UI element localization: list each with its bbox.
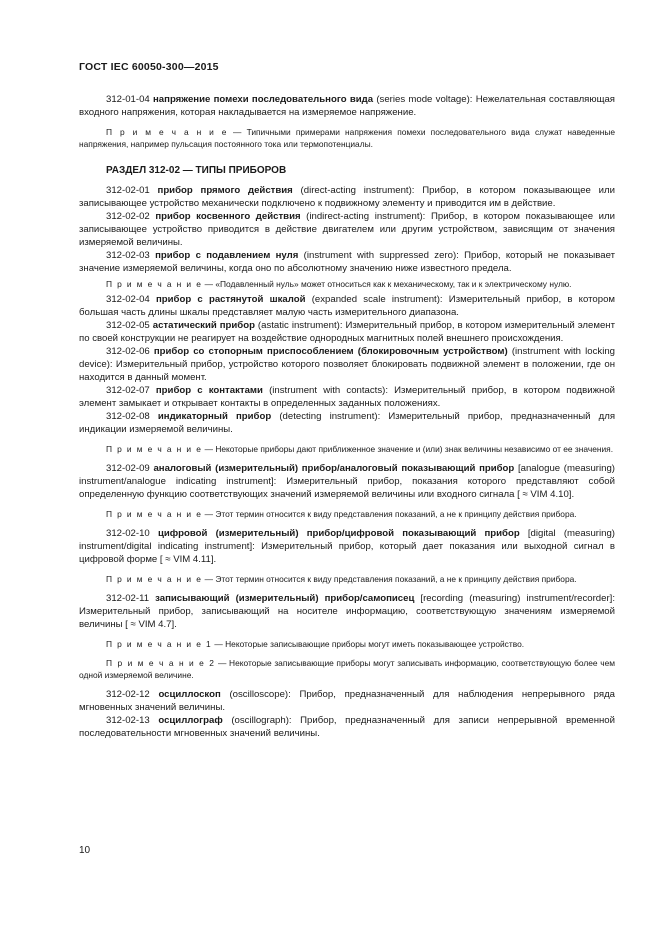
term-definition: (indirect-acting instrument): Прибор, в котором показывающее или записывающее устройство приводится в действие двигателем или другим устройством, зависящим от значения измеряемой величины. bbox=[79, 211, 615, 248]
term-entry-312-02-04 bbox=[79, 293, 615, 319]
term-entry-312-02-01 bbox=[79, 184, 615, 210]
term-name: прибор со стопорным приспособлением (блокировочным устройством) bbox=[153, 346, 508, 357]
term-entry-312-02-10 bbox=[79, 527, 615, 566]
term-definition: (series mode voltage): Нежелательная составляющая входного напряжения, которая накладывается на измеряемое напряжение. bbox=[79, 94, 615, 118]
term-name: прибор с подавлением нуля bbox=[155, 250, 299, 261]
note-text: — Некоторые приборы дают приближенное значение и (или) знак величины независимо от ее значения. bbox=[202, 444, 614, 454]
term-name: прибор косвенного действия bbox=[155, 211, 301, 222]
term-name: осциллоскоп bbox=[158, 689, 221, 700]
note-label: П р и м е ч а н и е 1 bbox=[106, 639, 213, 649]
term-entry-312-02-09 bbox=[79, 462, 615, 501]
note-text: — Типичными примерами напряжения помехи последовательного вида служат наведенные напряжения, например пульсация постоянного тока или термопотенциалы. bbox=[79, 127, 616, 149]
term-name: прибор с контактами bbox=[155, 385, 263, 396]
note-label: П р и м е ч а н и е bbox=[106, 279, 203, 289]
term-entry-312-02-05 bbox=[79, 319, 615, 345]
term-entry-312-02-06 bbox=[79, 345, 615, 384]
term-name: записывающий (измерительный) прибор/самописец bbox=[155, 593, 415, 604]
term-number: 312-02-13 bbox=[106, 715, 159, 726]
note-text: — Некоторые записывающие приборы могут иметь показывающее устройство. bbox=[212, 639, 525, 649]
term-number: 312-02-01 bbox=[106, 185, 158, 196]
note-312-01-04 bbox=[79, 126, 615, 150]
term-entry-312-02-13 bbox=[79, 714, 615, 740]
term-entry-312-01-04 bbox=[79, 93, 615, 119]
term-definition: (astatic instrument): Измерительный прибор, в котором измерительный элемент по своей конструкции не реагирует на воздействие однородных магнитных полей внешнего происхождения. bbox=[79, 320, 615, 344]
note-label: П р и м е ч а н и е bbox=[106, 509, 203, 519]
term-entry-312-02-12 bbox=[79, 688, 615, 714]
term-definition: [recording (measuring) instrument/recorder]: Измерительный прибор, записывающий на носителе информацию, соответствующую значениям измеряемой величины [ ≈ VIM 4.7]. bbox=[79, 593, 615, 630]
note-2-312-02-11 bbox=[79, 657, 615, 681]
term-number: 312-02-06 bbox=[106, 346, 154, 357]
term-name: прибор с растянутой шкалой bbox=[155, 294, 306, 305]
term-number: 312-02-11 bbox=[106, 593, 156, 604]
term-number: 312-02-05 bbox=[106, 320, 153, 331]
term-number: 312-02-08 bbox=[106, 411, 158, 422]
term-number: 312-02-09 bbox=[106, 463, 154, 474]
note-label: П р и м е ч а н и е bbox=[106, 127, 228, 137]
term-definition: (expanded scale instrument): Измерительный прибор, в котором большая часть длины шкалы представляет малую часть измерительного диапазона. bbox=[79, 294, 616, 318]
term-number: 312-01-04 bbox=[106, 94, 154, 105]
term-name: астатический прибор bbox=[152, 320, 255, 331]
note-label: П р и м е ч а н и е bbox=[106, 574, 203, 584]
note-text: — Некоторые записывающие приборы могут записывать информацию, соответствующую более чем одной измеряемой величине. bbox=[79, 658, 615, 680]
note-label: П р и м е ч а н и е 2 bbox=[106, 658, 216, 668]
note-text: — Этот термин относится к виду представления показаний, а не к принципу действия прибора. bbox=[202, 509, 577, 519]
term-name: напряжение помехи последовательного вида bbox=[153, 94, 374, 105]
term-number: 312-02-10 bbox=[106, 528, 158, 539]
section-heading: РАЗДЕЛ 312-02 — ТИПЫ ПРИБОРОВ bbox=[106, 165, 287, 176]
note-312-02-03 bbox=[79, 278, 615, 290]
term-definition: (oscilloscope): Прибор, предназначенный для наблюдения непрерывного ряда мгновенных значений величины. bbox=[79, 689, 616, 713]
document-header: ГОСТ IEC 60050-300—2015 bbox=[79, 61, 219, 73]
term-definition: (instrument with suppressed zero): Прибор, который не показывает значение измеряемой величины, когда оно по абсолютному значению ниже известного предела. bbox=[79, 250, 616, 274]
term-entry-312-02-02 bbox=[79, 210, 615, 249]
term-number: 312-02-03 bbox=[106, 250, 156, 261]
term-definition: [digital (measuring) instrument/digital indicating instrument]: Измерительный прибор, который дает показания или выходной сигнал в цифровой форме [ ≈ VIM 4.11]. bbox=[79, 528, 616, 565]
term-name: цифровой (измерительный) прибор/цифровой показывающий прибор bbox=[157, 528, 520, 539]
term-entry-312-02-07 bbox=[79, 384, 615, 410]
page-number: 10 bbox=[79, 845, 91, 856]
note-text: — «Подавленный нуль» может относиться как к механическому, так и к электрическому нулю. bbox=[202, 279, 572, 289]
term-name: прибор прямого действия bbox=[157, 185, 293, 196]
note-312-02-08 bbox=[79, 443, 615, 455]
term-name: индикаторный прибор bbox=[157, 411, 272, 422]
term-name: аналоговый (измерительный) прибор/аналоговый показывающий прибор bbox=[153, 463, 515, 474]
note-312-02-10 bbox=[79, 573, 615, 585]
term-name: осциллограф bbox=[158, 715, 223, 726]
document-body bbox=[79, 93, 615, 740]
term-definition: (oscillograph): Прибор, предназначенный для записи непрерывной временной последовательности мгновенных значений величины. bbox=[79, 715, 616, 739]
term-entry-312-02-08 bbox=[79, 410, 615, 436]
term-number: 312-02-07 bbox=[106, 385, 156, 396]
note-1-312-02-11 bbox=[79, 638, 615, 650]
term-definition: (direct-acting instrument): Прибор, в котором показывающее или записывающее устройство механически подключено к подвижному элементу и приводится им в действие. bbox=[79, 185, 615, 209]
note-label: П р и м е ч а н и е bbox=[106, 444, 203, 454]
term-entry-312-02-11 bbox=[79, 592, 615, 631]
term-definition: (detecting instrument): Измерительный прибор, предназначенный для индикации измеряемой величины. bbox=[79, 411, 616, 435]
term-definition: (instrument with locking device): Измерительный прибор, устройство которого позволяет блокировать подвижной элемент в положении, где он находится в данный момент. bbox=[79, 346, 616, 383]
term-number: 312-02-12 bbox=[106, 689, 159, 700]
note-312-02-09 bbox=[79, 508, 615, 520]
term-entry-312-02-03 bbox=[79, 249, 615, 275]
term-definition: [analogue (measuring) instrument/analogue indicating instrument]: Измерительный прибор, показания которого представляют собой определенную функцию соответствующих значений измеряемой величины или входного сигнала [ ≈ VIM 4.10]. bbox=[79, 463, 615, 500]
term-definition: (instrument with contacts): Измерительный прибор, в котором подвижной элемент замыкает и открывает контакты в определенных заданных положениях. bbox=[79, 385, 616, 409]
note-text: — Этот термин относится к виду представления показаний, а не к принципу действия прибора. bbox=[202, 574, 577, 584]
term-number: 312-02-02 bbox=[106, 211, 156, 222]
term-number: 312-02-04 bbox=[106, 294, 156, 305]
